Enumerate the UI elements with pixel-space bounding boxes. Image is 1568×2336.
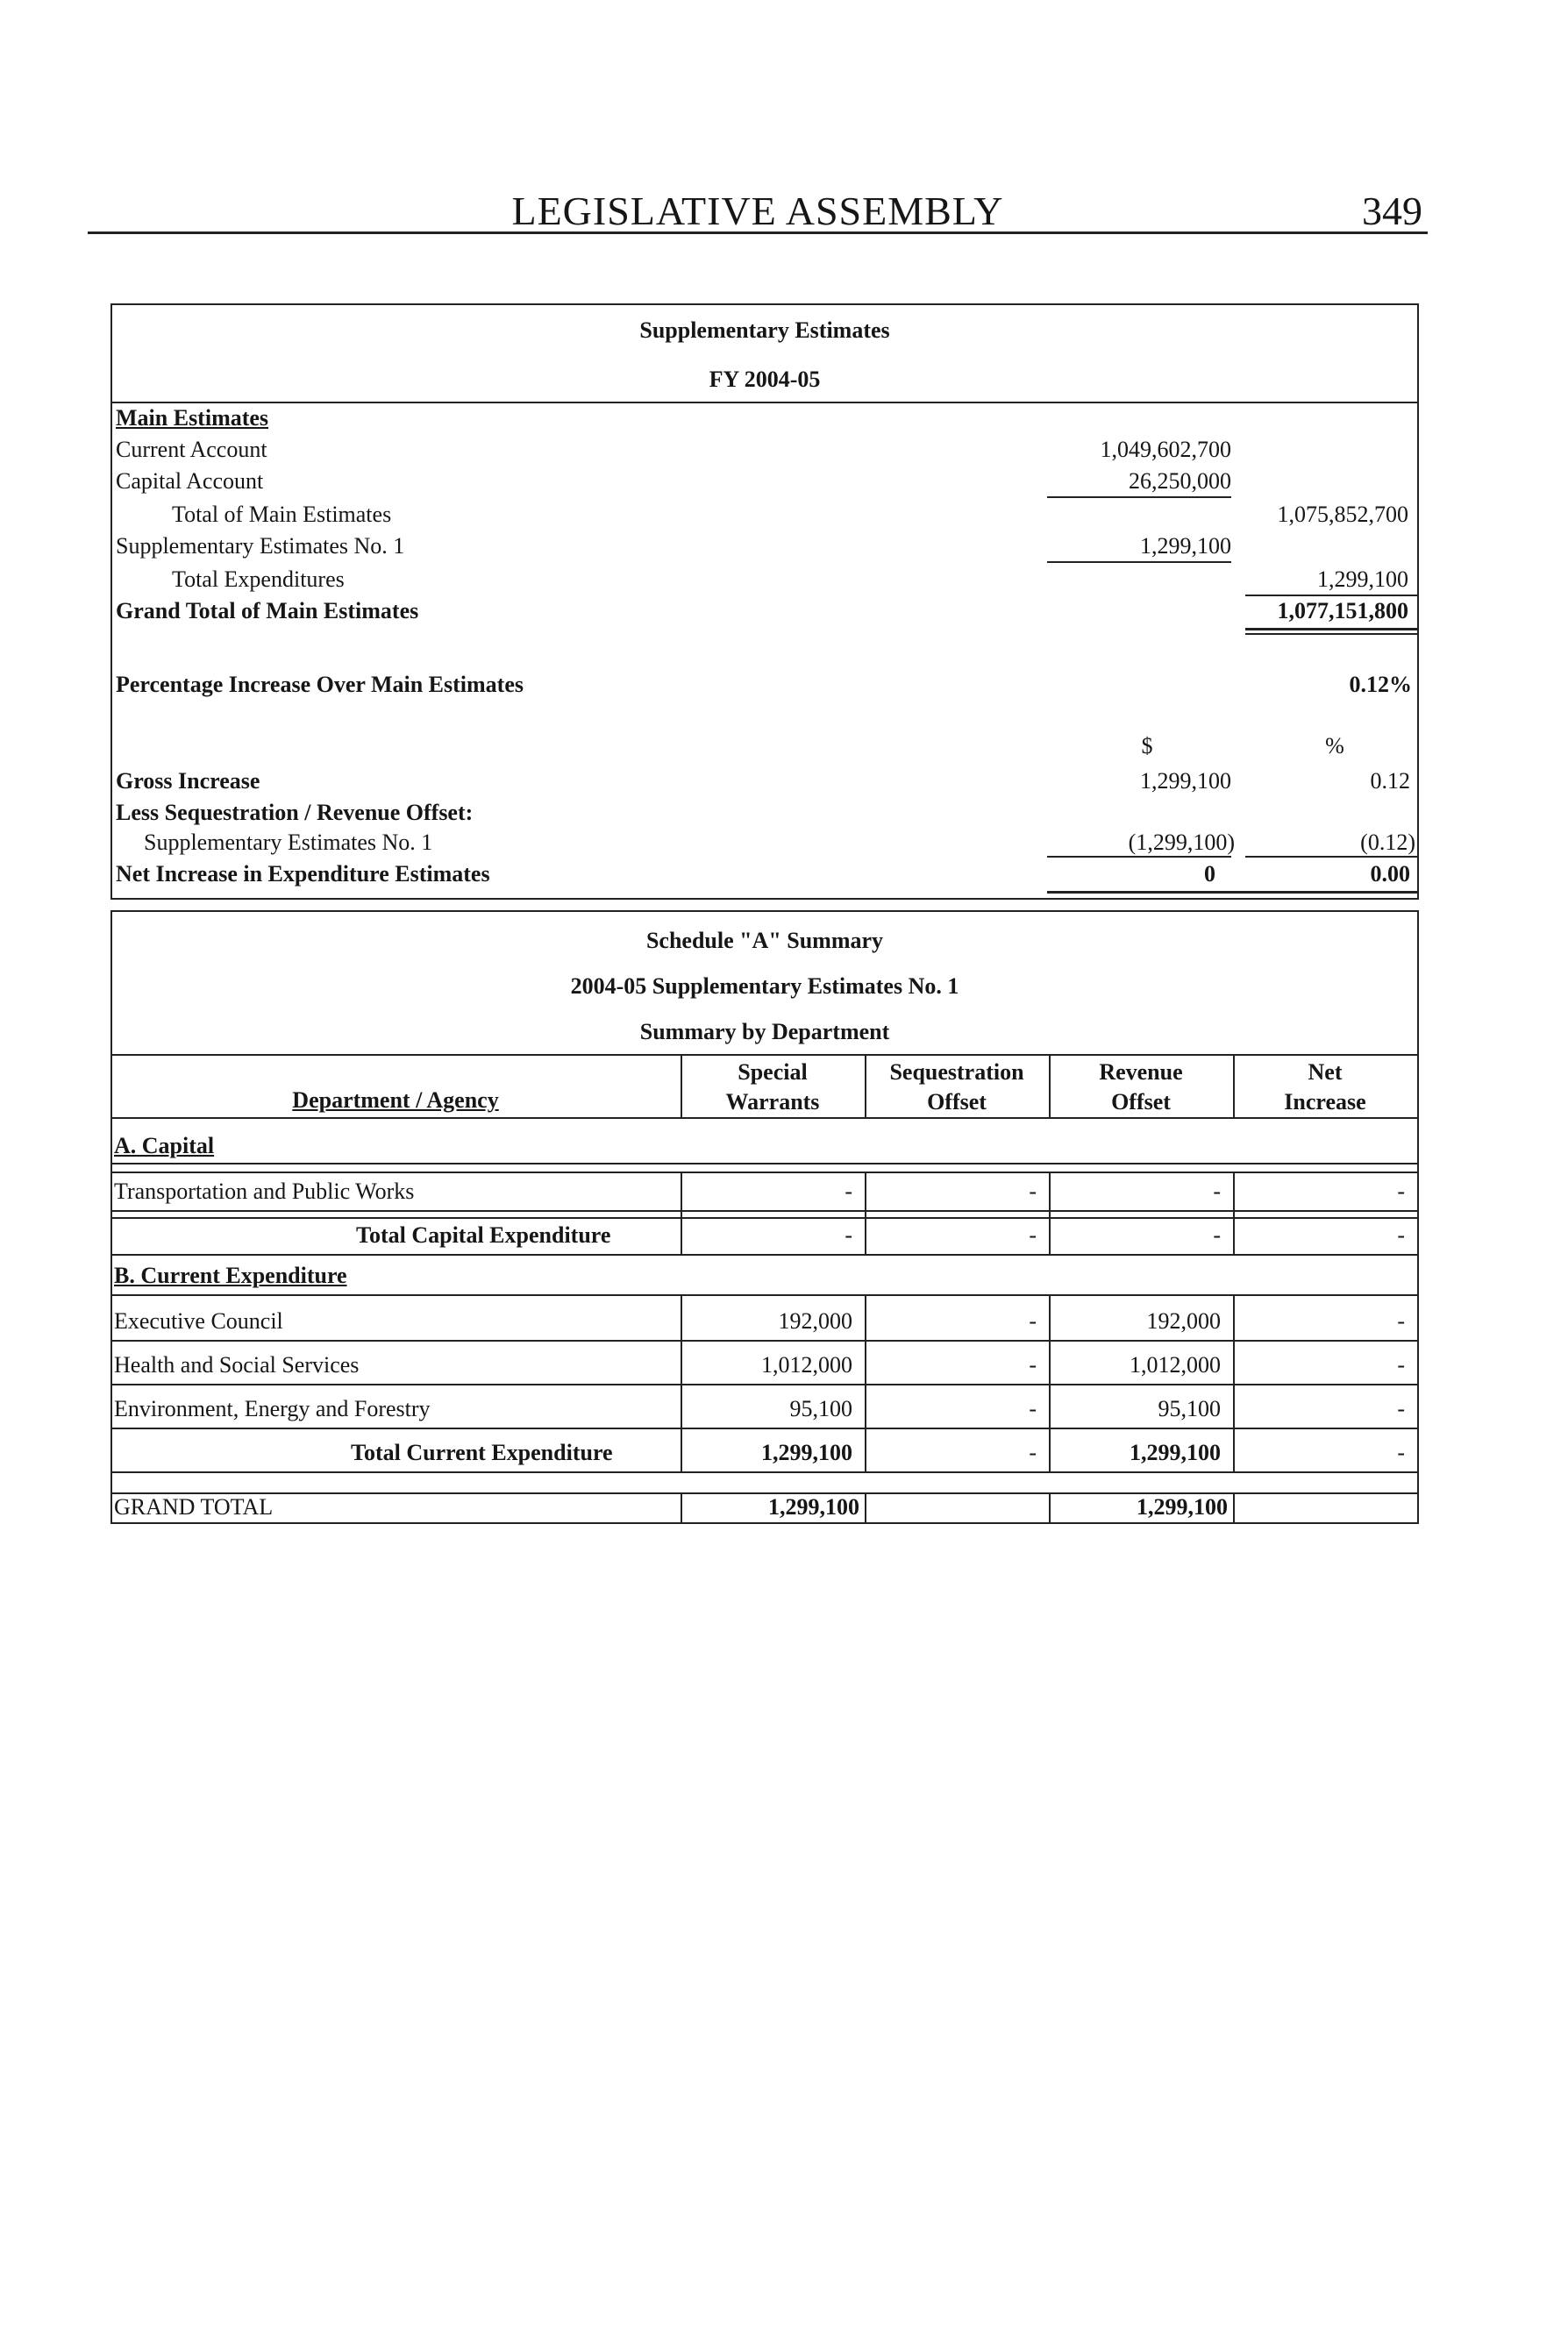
row-environment-rev: 95,100 <box>1158 1396 1221 1421</box>
row-health-net: - <box>1397 1352 1405 1378</box>
row-transportation-special: - <box>845 1179 852 1204</box>
grand-total-rev: 1,299,100 <box>1137 1494 1228 1520</box>
fiscal-year: FY 2004-05 <box>709 367 821 392</box>
title-divider <box>112 402 1417 403</box>
section-a-col-3 <box>1049 1172 1051 1254</box>
total-current-special: 1,299,100 <box>761 1440 852 1465</box>
total-current-rev: 1,299,100 <box>1130 1440 1221 1465</box>
row-executive-name: Executive Council <box>114 1308 283 1334</box>
section-a-col-2 <box>865 1172 866 1254</box>
net-double-rule-1 <box>1047 891 1417 894</box>
column-special-1: Special <box>738 1059 808 1085</box>
section-a-col-4 <box>1233 1172 1235 1254</box>
schedule-right-border <box>1417 910 1419 1522</box>
page-header <box>88 175 1428 237</box>
current-account-label: Current Account <box>116 437 267 462</box>
row-executive-net: - <box>1397 1308 1405 1334</box>
summary-by-department: Summary by Department <box>639 1019 890 1044</box>
column-seq-2: Offset <box>927 1089 987 1115</box>
row-environment-rule <box>110 1428 1419 1429</box>
offset-supp-label: Supplementary Estimates No. 1 <box>144 830 433 855</box>
total-expenditures-value: 1,299,100 <box>1317 566 1408 592</box>
section-b-rule <box>110 1294 1419 1296</box>
main-estimates-heading: Main Estimates <box>116 405 269 431</box>
total-capital-top-rule <box>110 1217 1419 1219</box>
header-rule <box>88 231 1428 234</box>
column-rev-2: Offset <box>1111 1089 1171 1115</box>
net-increase-label: Net Increase in Expenditure Estimates <box>116 861 490 887</box>
less-sequestration-label: Less Sequestration / Revenue Offset: <box>116 800 474 825</box>
row-environment-special: 95,100 <box>789 1396 852 1421</box>
supplementary-title: Supplementary Estimates <box>639 317 890 343</box>
row-transportation-rev: - <box>1213 1179 1221 1204</box>
section-b-heading: B. Current Expenditure <box>114 1263 347 1288</box>
grand-col-4 <box>1233 1492 1235 1522</box>
supplementary-estimates-box <box>110 303 1419 900</box>
schedule-title: Schedule "A" Summary <box>645 928 884 953</box>
total-expenditures-label: Total Expenditures <box>172 566 345 592</box>
total-rule <box>1245 595 1417 596</box>
total-capital-net: - <box>1397 1222 1405 1248</box>
page-title: LEGISLATIVE ASSEMBLY <box>511 189 1004 233</box>
grand-col-2 <box>865 1492 866 1522</box>
grand-col-1 <box>681 1492 682 1522</box>
supp-rule <box>1047 561 1231 563</box>
schedule-left-border <box>110 910 112 1522</box>
grand-total-special: 1,299,100 <box>768 1494 859 1520</box>
offset-supp-percent: (0.12) <box>1360 830 1415 855</box>
section-a-col-1 <box>681 1172 682 1254</box>
offset-supp-dollar: (1,299,100) <box>1128 830 1235 855</box>
grand-total-double-rule-2 <box>1245 633 1417 635</box>
gross-increase-label: Gross Increase <box>116 768 260 794</box>
row-transportation-seq: - <box>1029 1179 1037 1204</box>
page-number: 349 <box>1362 189 1422 233</box>
row-bottom-rule <box>110 1210 1419 1212</box>
row-transportation-name: Transportation and Public Works <box>114 1179 415 1204</box>
column-net-1: Net <box>1308 1059 1343 1085</box>
column-net-2: Increase <box>1284 1089 1366 1115</box>
grand-total-double-rule-1 <box>1245 628 1417 630</box>
schedule-subtitle: 2004-05 Supplementary Estimates No. 1 <box>570 973 959 999</box>
offset-rule-dollar <box>1047 856 1231 858</box>
schedule-a-summary <box>110 910 1419 1524</box>
total-current-rule <box>110 1471 1419 1473</box>
total-current-net: - <box>1397 1440 1405 1465</box>
column-department: Department / Agency <box>292 1087 499 1113</box>
row-executive-seq: - <box>1029 1308 1037 1334</box>
total-current-name: Total Current Expenditure <box>351 1440 613 1465</box>
supp-estimates-label: Supplementary Estimates No. 1 <box>116 533 405 559</box>
section-a-heading: A. Capital <box>114 1133 215 1158</box>
row-health-seq: - <box>1029 1352 1037 1378</box>
section-a-rule <box>110 1163 1419 1164</box>
capital-account-value: 26,250,000 <box>1129 468 1231 494</box>
total-capital-bottom-rule <box>110 1254 1419 1256</box>
schedule-top-rule <box>110 910 1419 912</box>
section-b-col-2 <box>865 1294 866 1471</box>
row-health-rule <box>110 1384 1419 1385</box>
column-header-top-rule <box>110 1054 1419 1056</box>
row-transportation-net: - <box>1397 1179 1405 1204</box>
net-increase-dollar: 0 <box>1204 861 1215 887</box>
section-b-col-3 <box>1049 1294 1051 1471</box>
grand-total-main-value: 1,077,151,800 <box>1277 598 1408 623</box>
column-header-bottom-rule <box>110 1117 1419 1119</box>
percentage-label: Percentage Increase Over Main Estimates <box>116 672 524 697</box>
total-current-seq: - <box>1029 1440 1037 1465</box>
grand-total-name: GRAND TOTAL <box>114 1494 274 1520</box>
grand-col-3 <box>1049 1492 1051 1522</box>
gross-increase-dollar: 1,299,100 <box>1140 768 1231 794</box>
row-environment-net: - <box>1397 1396 1405 1421</box>
row-executive-special: 192,000 <box>778 1308 852 1334</box>
grand-total-bottom-rule <box>110 1522 1419 1524</box>
gross-increase-percent: 0.12 <box>1370 768 1410 794</box>
row-environment-seq: - <box>1029 1396 1037 1421</box>
row-executive-rev: 192,000 <box>1146 1308 1221 1334</box>
row-executive-rule <box>110 1340 1419 1342</box>
column-seq-1: Sequestration <box>889 1059 1024 1085</box>
total-capital-name: Total Capital Expenditure <box>356 1222 611 1248</box>
offset-rule-percent <box>1245 856 1417 858</box>
total-capital-rev: - <box>1213 1222 1221 1248</box>
row-health-name: Health and Social Services <box>114 1352 360 1378</box>
supp-estimates-value: 1,299,100 <box>1140 533 1231 559</box>
row-health-special: 1,012,000 <box>761 1352 852 1378</box>
percentage-value: 0.12% <box>1349 672 1412 697</box>
row-health-rev: 1,012,000 <box>1130 1352 1221 1378</box>
row-top-rule <box>110 1172 1419 1173</box>
net-increase-percent: 0.00 <box>1370 861 1410 887</box>
capital-account-label: Capital Account <box>116 468 264 494</box>
subtotal-rule <box>1047 496 1231 498</box>
section-b-col-1 <box>681 1294 682 1471</box>
column-rev-1: Revenue <box>1099 1059 1183 1085</box>
total-capital-seq: - <box>1029 1222 1037 1248</box>
total-capital-special: - <box>845 1222 852 1248</box>
dollar-column-header: $ <box>1141 733 1153 758</box>
grand-total-main-label: Grand Total of Main Estimates <box>116 598 419 623</box>
column-special-2: Warrants <box>725 1089 820 1115</box>
row-environment-name: Environment, Energy and Forestry <box>114 1396 431 1421</box>
total-main-value: 1,075,852,700 <box>1277 502 1408 527</box>
percent-column-header: % <box>1325 733 1344 758</box>
current-account-value: 1,049,602,700 <box>1100 437 1231 462</box>
section-b-col-4 <box>1233 1294 1235 1471</box>
total-main-label: Total of Main Estimates <box>172 502 392 527</box>
